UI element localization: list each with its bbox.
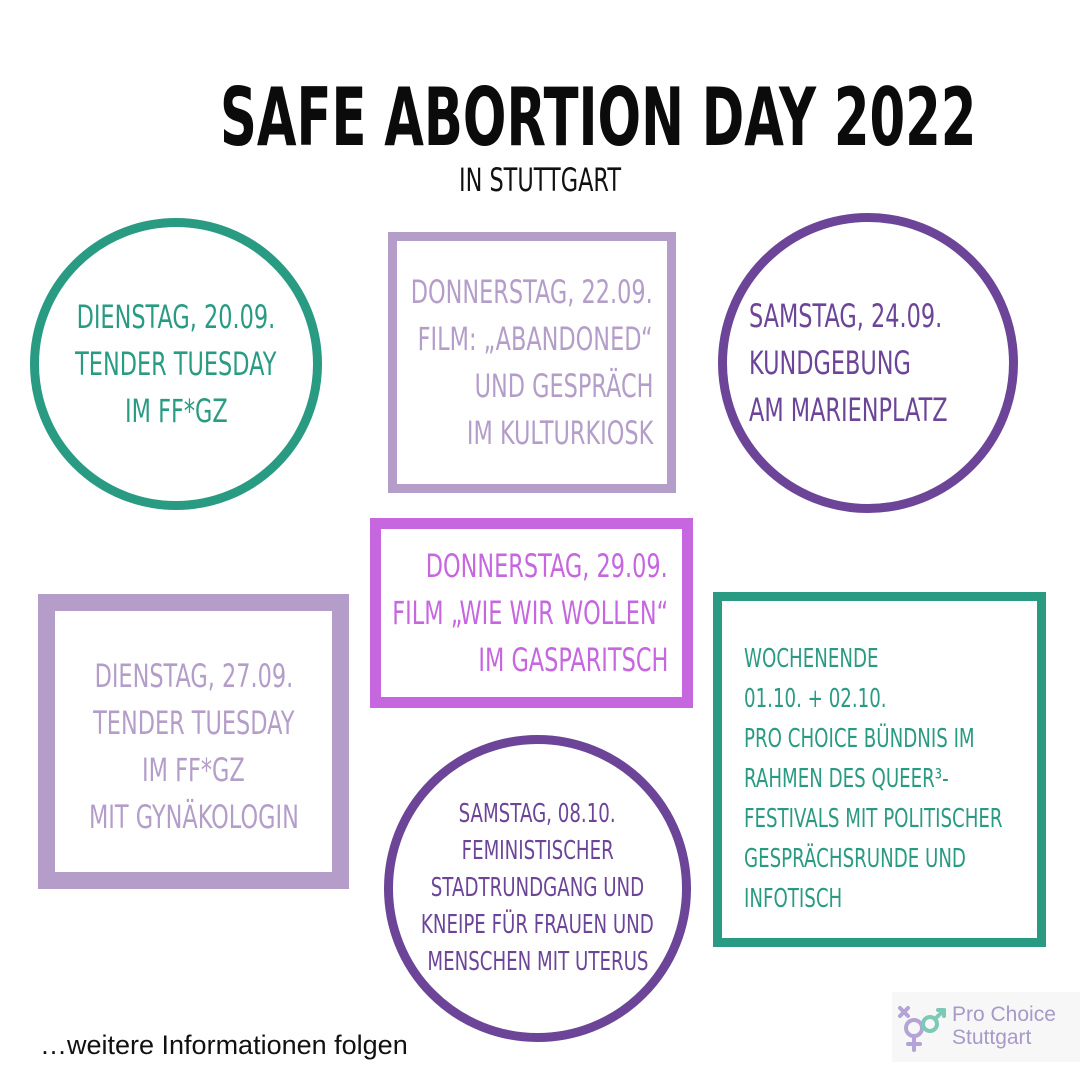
event-line: KUNDGEBUNG: [749, 343, 911, 382]
event-line: DONNERSTAG, 22.09.: [410, 272, 653, 311]
event-circle-stadtrundgang: [384, 735, 691, 1042]
event-box-queer-festival: [713, 592, 1046, 947]
event-line: FESTIVALS MIT POLITISCHER: [744, 804, 1003, 834]
event-line: RAHMEN DES QUEER³-: [744, 764, 949, 794]
event-line: TENDER TUESDAY: [75, 344, 277, 383]
footer-note: …weitere Informationen folgen: [40, 1030, 408, 1060]
event-line: FILM: „ABANDONED“: [418, 319, 653, 358]
event-line: MENSCHEN MIT UTERUS: [426, 947, 649, 977]
event-line: IM KULTURKIOSK: [466, 413, 653, 452]
event-box-film-abandoned: [388, 232, 676, 493]
event-circle-tender-tuesday-1: [30, 218, 322, 510]
event-line: IM FF*GZ: [124, 391, 228, 430]
event-line: TENDER TUESDAY: [92, 703, 295, 742]
event-line: IM GASPARITSCH: [478, 640, 668, 679]
event-line: 01.10. + 02.10.: [744, 684, 887, 714]
gender-symbols-icon: [894, 1000, 950, 1056]
event-line: UND GESPRÄCH: [474, 366, 653, 405]
event-line: GESPRÄCHSRUNDE UND: [744, 844, 966, 874]
logo-text-line2: Stuttgart: [952, 1026, 1032, 1049]
event-line: DIENSTAG, 27.09.: [94, 656, 293, 695]
event-circle-kundgebung: [718, 213, 1018, 513]
event-line: PRO CHOICE BÜNDNIS IM: [744, 724, 975, 754]
event-line: WOCHENENDE: [744, 644, 879, 674]
event-line: SAMSTAG, 08.10.: [459, 799, 616, 829]
event-line: AM MARIENPLATZ: [749, 390, 948, 429]
page-subtitle: IN STUTTGART: [458, 161, 622, 199]
event-box-tender-tuesday-2: [38, 594, 349, 889]
event-box-film-wie-wir-wollen: [370, 518, 693, 708]
event-line: FEMINISTISCHER: [461, 836, 614, 866]
logo: [892, 992, 1080, 1062]
event-line: IM FF*GZ: [142, 750, 245, 789]
event-line: SAMSTAG, 24.09.: [749, 296, 943, 335]
event-line: DIENSTAG, 20.09.: [76, 297, 276, 336]
page-title: SAFE ABORTION DAY 2022: [220, 71, 977, 164]
event-line: DONNERSTAG, 29.09.: [425, 546, 668, 585]
event-line: MIT GYNÄKOLOGIN: [88, 797, 299, 836]
event-line: KNEIPE FÜR FRAUEN UND: [421, 910, 654, 940]
logo-text-line1: Pro Choice: [952, 1003, 1056, 1026]
event-line: FILM „WIE WIR WOLLEN“: [392, 593, 668, 632]
event-line: INFOTISCH: [744, 884, 843, 914]
event-line: STADTRUNDGANG UND: [430, 873, 645, 903]
